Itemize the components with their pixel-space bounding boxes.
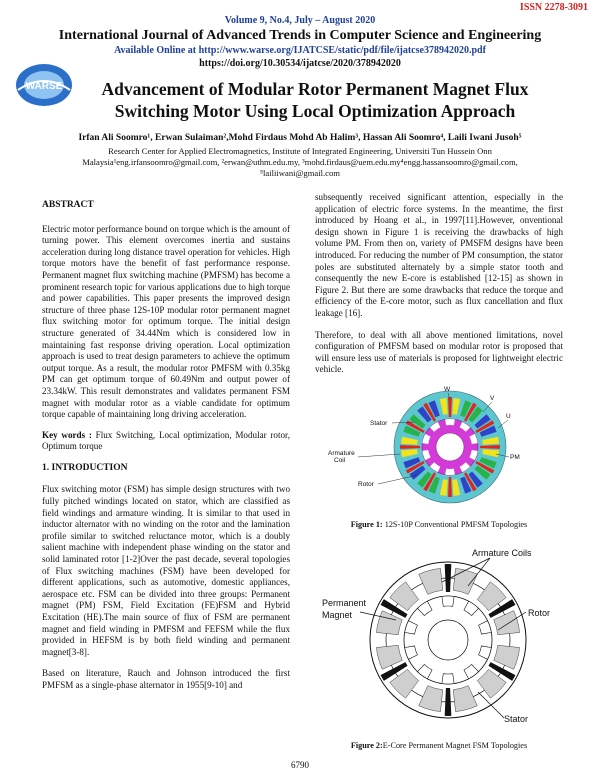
figure-2-caption bbox=[315, 741, 563, 750]
right-column bbox=[315, 192, 563, 376]
abstract-heading: ABSTRACT bbox=[42, 200, 94, 210]
issn: ISSN 2278-3091 bbox=[519, 2, 588, 13]
warse-logo bbox=[14, 62, 74, 108]
title-line-1: Advancement of Modular Rotor Permanent Magnet Flux bbox=[101, 79, 529, 99]
journal-title: International Journal of Advanced Trends in Computer Science and Engineering bbox=[58, 28, 542, 43]
introduction-heading: 1. INTRODUCTION bbox=[42, 462, 128, 473]
page-number: 6790 bbox=[291, 760, 309, 770]
figure-2-caption-text: E-Core Permanent Magnet FSM Topologies bbox=[382, 741, 528, 750]
volume-info: Volume 9, No.4, July – August 2020 bbox=[224, 15, 376, 26]
figure-2-diagram bbox=[320, 542, 560, 734]
rotor-tooth bbox=[442, 596, 454, 606]
permanent-label: Permanent bbox=[322, 598, 367, 608]
rotor-slot bbox=[445, 469, 455, 475]
doi-link[interactable]: https://doi.org/10.30534/ijatcse/2020/378942020 bbox=[199, 58, 401, 69]
intro-paragraph-2: Based on literature, Rauch and Johnson introduced the first PMFSM as a single-phase alternator in 1955[9-10] and bbox=[42, 668, 290, 690]
stator-label-2: Stator bbox=[504, 714, 529, 724]
armature-coils-label: Armature Coils bbox=[472, 548, 532, 558]
abstract-text: Electric motor performance bound on torque which is the amount of turning power. This element overcomes inertia and sustains acceleration during long distance travel operation for vehicles. High torque motors have the benefit of fast performance response. Permanent magnet flux switching machine (PMFSM) has become a prominent research topic for various applications due to high torque and power capabilities. This paper presents the improved design structure of three phase 12S-10P modular rotor permanent magnet flux switching motor for optimum torque. The initial design structure generated of 34.44Nm which is considered low in maintaining fast response driving operation. Local optimization approach is used to treat design parameters to achieve the optimum output torque. As a result, the modular rotor PMFSM with 0.35kg PM can get optimum torque of 60.49Nm and output power of 23.34kW. This result demonstrates and validates permanent FSM magnet with modular rotor as a viable candidate for optimum torque capable of maintaining long driving acceleration. bbox=[42, 223, 290, 420]
pmfsm-cross-section bbox=[394, 391, 506, 503]
shaft bbox=[436, 433, 464, 461]
affiliation bbox=[40, 146, 560, 179]
coil-label: Coil bbox=[334, 457, 346, 464]
rotor-slot bbox=[445, 419, 455, 425]
availability-link[interactable]: Available Online at http://www.warse.org/IJATCSE/static/pdf/file/ijatcse378942020.pdf bbox=[114, 45, 486, 56]
keywords-label: Key words : bbox=[42, 429, 92, 440]
figure-1-caption-label: Figure 1: bbox=[350, 520, 383, 529]
right-paragraph-1: subsequently received significant attention, especially in the application of electric force systems. In the meantime, the first introduced by Hoang et al., in 1997[11].However, onventional design shown in Figure 1 is receiving the drawbacks of high volume PM. From then on, variety of PMSFM designs have been introduced. For reducing the number of PM consumption, the stator poles are substituted alternately by a simple stator tooth and consequently the new E-core is established [12-15] as shown in Figure 2. But there are some drawbacks that reduce the torque and efficiency of the E-core motor, such as flux cancellation and flux leakage [16]. bbox=[315, 192, 563, 318]
shaft-2 bbox=[428, 620, 468, 660]
figure-2-caption-label: Figure 2: bbox=[350, 741, 383, 750]
intro-paragraph-1: Flux switching motor (FSM) has simple design structures with two fully pitched windings located on stator, which are classified as field windings and armature winding. It is similar to that used in inductor alternator with no winding on the rotor and the lamination profile similar to switched reluctance motor, which is a doubly salient machine with independent phase winding on the stator and solid laminated rotor [1-2]Over the past decade, several topologies of Flux switching machines (FSM) have been developed for different applications, such as automotive, domestic appliances, aerospace etc. FSM can be divided into three groups: Permanent magnet (PM) FSM, Field Excitation (FE)FSM and Hybrid Excitation (HE).The main source of flux of FSM are permanent magnet and field winding in PMFSM and FEFSM while the flux provided in HEFSM is by both field winding and permanent magnet[3-8]. bbox=[42, 484, 290, 657]
ecore-cross-section bbox=[370, 562, 526, 718]
magnet-label: Magnet bbox=[322, 610, 353, 620]
stator-label: Stator bbox=[370, 420, 388, 427]
rotor-tooth bbox=[442, 674, 454, 684]
pm-label: PM bbox=[510, 454, 520, 461]
figure-1-caption bbox=[315, 520, 563, 529]
rotor-label: Rotor bbox=[358, 481, 374, 488]
affiliation-line-1: Research Center for Applied Electromagnetics, Institute of Integrated Engineering, Universiti Tun Hussein Onn bbox=[108, 146, 492, 156]
right-paragraph-2: Therefore, to deal with all above mentioned limitations, novel configuration of PMFSM based on modular rotor is proposed that will ensure less use of materials is proposed for lightweight electric vehicle. bbox=[315, 329, 563, 375]
left-column bbox=[42, 200, 290, 692]
affiliation-line-3: ⁵lailiiwani@gmail.com bbox=[260, 168, 340, 178]
authors: Irfan Ali Soomro¹, Erwan Sulaiman²,Mohd Firdaus Mohd Ab Halim³, Hassan Ali Soomro⁴, Laili Iwani Jusoh⁵ bbox=[78, 133, 522, 143]
armature-label: Armature bbox=[328, 450, 355, 457]
phase-w-label: W bbox=[444, 386, 451, 393]
figure-1-caption-text: 12S-10P Conventional PMFSM Topologies bbox=[382, 520, 528, 529]
keywords bbox=[42, 430, 290, 453]
rotor-label-2: Rotor bbox=[528, 608, 551, 618]
affiliation-line-2: Malaysia¹eng.irfansoomro@gmail.com, ²erwan@uthm.edu.my, ³mohd.firdaus@uem.edu.my⁴engg.hassansoomro@gmail.com, bbox=[82, 157, 518, 167]
logo-text: WARSE bbox=[25, 81, 63, 92]
phase-u-label: U bbox=[506, 413, 511, 420]
title-line-2: Switching Motor Using Local Optimization Approach bbox=[114, 101, 516, 121]
phase-v-label: V bbox=[490, 395, 495, 402]
paper-title bbox=[70, 78, 560, 122]
keywords-text: Flux Switching, Local optimization, Modular rotor, Optimum torque bbox=[42, 429, 290, 452]
figure-1-diagram bbox=[320, 382, 560, 512]
